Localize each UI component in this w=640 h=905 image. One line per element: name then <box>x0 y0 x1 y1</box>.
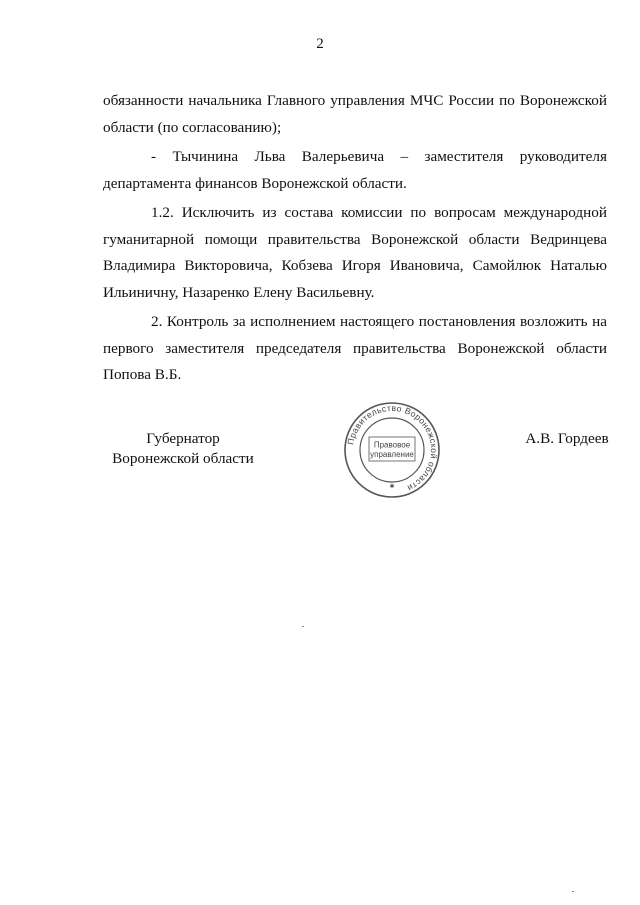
signature-block <box>0 429 640 519</box>
page-number: 2 <box>316 36 324 52</box>
svg-text:✱: ✱ <box>389 483 395 490</box>
signatory-position-line1: Губернатор <box>146 430 220 447</box>
official-seal-stamp <box>342 400 442 500</box>
svg-text:управление: управление <box>370 450 414 459</box>
paragraph-list-item: - Тычинина Льва Валерьевича – заместителя руководителя департамента финансов Воронежской области. <box>103 148 607 192</box>
paragraph-continuation: обязанности начальника Главного управления МЧС России по Воронежской области (по согласованию); <box>103 92 607 136</box>
signatory-position <box>108 429 258 469</box>
svg-text:Правовое: Правовое <box>373 440 411 450</box>
paragraph-clause-2: 2. Контроль за исполнением настоящего постановления возложить на первого заместителя председателя правительства Воронежской области Попова В.Б. <box>103 313 607 383</box>
scan-speck <box>572 891 574 892</box>
signatory-name: А.В. Гордеев <box>525 430 609 447</box>
paragraph-clause-1-2: 1.2. Исключить из состава комиссии по вопросам международной гуманитарной помощи правительства Воронежской области Ведринцева Владимира Викторовича, Кобзева Игоря Ивановича, Самойлюк Наталью Ильиничну, Назаренко Елену Васильевну. <box>103 204 607 301</box>
document-body <box>103 88 607 392</box>
signatory-position-line2: Воронежской области <box>112 450 254 467</box>
scan-speck <box>302 626 304 627</box>
svg-text:Правительство Воронежской обла: Правительство Воронежской области <box>345 402 440 494</box>
